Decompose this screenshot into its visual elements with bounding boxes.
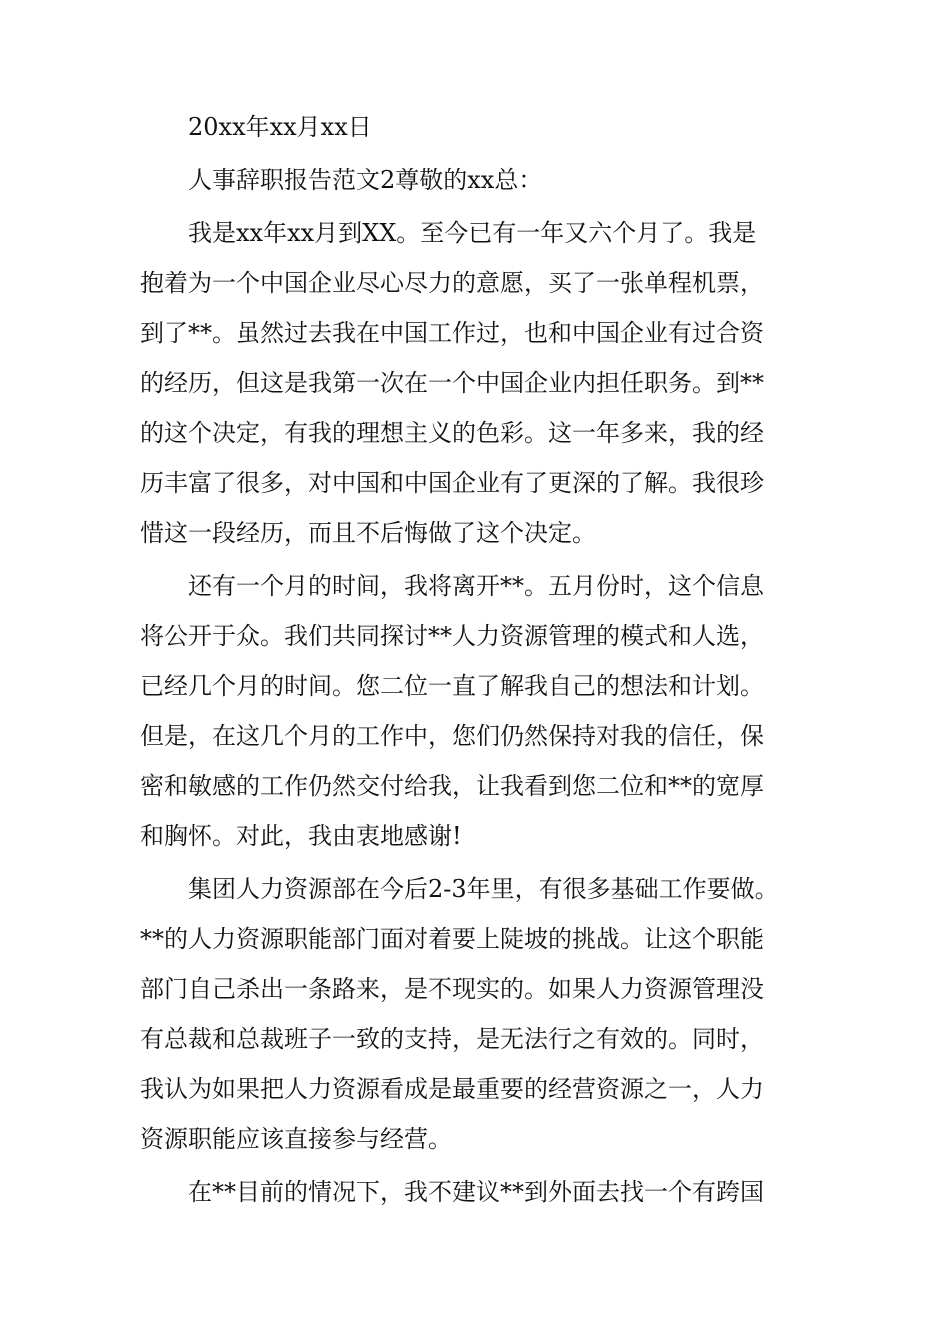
paragraph-line: 有总裁和总裁班子一致的支持，是无法行之有效的。同时，: [140, 1025, 764, 1053]
paragraph-line: 我是xx年xx月到XX。至今已有一年又六个月了。我是: [188, 219, 757, 247]
paragraph-line: 历丰富了很多，对中国和中国企业有了更深的了解。我很珍: [140, 469, 764, 497]
letter-body: [140, 102, 830, 1217]
paragraph-line: 在**目前的情况下，我不建议**到外面去找一个有跨国: [188, 1178, 764, 1206]
paragraph-line: 已经几个月的时间。您二位一直了解我自己的想法和计划。: [140, 672, 764, 700]
paragraph-line: 和胸怀。对此，我由衷地感谢!: [140, 822, 462, 850]
paragraph-line: 的经历，但这是我第一次在一个中国企业内担任职务。到**: [140, 369, 764, 397]
paragraph-line: 集团人力资源部在今后2-3年里，有很多基础工作要做。: [188, 875, 779, 903]
paragraph-4: [140, 1167, 830, 1217]
paragraph-line: **的人力资源职能部门面对着要上陡坡的挑战。让这个职能: [140, 925, 764, 953]
paragraph-line: 的这个决定，有我的理想主义的色彩。这一年多来，我的经: [140, 419, 764, 447]
paragraph-line: 惜这一段经历，而且不后悔做了这个决定。: [140, 519, 596, 547]
paragraph-line: 密和敏感的工作仍然交付给我，让我看到您二位和**的宽厚: [140, 772, 764, 800]
paragraph-line: 但是，在这几个月的工作中，您们仍然保持对我的信任，保: [140, 722, 764, 750]
paragraph-2: [140, 561, 830, 861]
paragraph-1: [140, 208, 830, 558]
paragraph-line: 将公开于众。我们共同探讨**人力资源管理的模式和人选，: [140, 622, 764, 650]
paragraph-line: 资源职能应该直接参与经营。: [140, 1125, 452, 1153]
salutation: 人事辞职报告范文2尊敬的xx总：: [188, 166, 543, 194]
paragraph-line: 还有一个月的时间，我将离开**。五月份时，这个信息: [188, 572, 764, 600]
paragraph-3: [140, 864, 830, 1164]
paragraph-line: 到了**。虽然过去我在中国工作过，也和中国企业有过合资: [140, 319, 764, 347]
paragraph-line: 抱着为一个中国企业尽心尽力的意愿，买了一张单程机票，: [140, 269, 764, 297]
paragraph-line: 部门自己杀出一条路来，是不现实的。如果人力资源管理没: [140, 975, 764, 1003]
date-line: 20xx年xx月xx日: [188, 113, 372, 141]
paragraph-line: 我认为如果把人力资源看成是最重要的经营资源之一，人力: [140, 1075, 764, 1103]
